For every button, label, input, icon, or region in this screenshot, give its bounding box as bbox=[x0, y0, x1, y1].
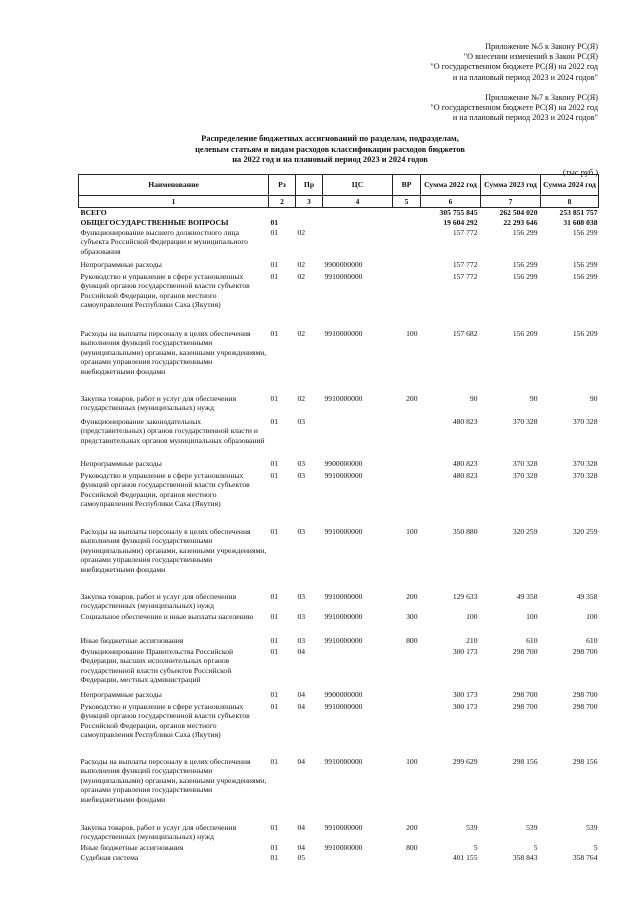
cell-pr bbox=[296, 208, 323, 218]
cell-pr: 03 bbox=[297, 635, 306, 645]
cell-sum-2024: 539 bbox=[586, 822, 598, 832]
cell-sum-2022: 350 880 bbox=[452, 526, 478, 536]
cell-cs: 9900000000 bbox=[324, 259, 363, 269]
cell-rz: 01 bbox=[270, 756, 279, 766]
cell-rz: 01 bbox=[270, 458, 279, 468]
cell-vr: 100 bbox=[406, 756, 418, 766]
cell-sum-2022: 129 633 bbox=[452, 591, 478, 601]
cell-sum-2022: 480 823 bbox=[452, 458, 478, 468]
cell-cs bbox=[323, 417, 393, 459]
cell-sum-2022: 300 173 bbox=[452, 646, 478, 656]
cell-name: Руководство и управление в сфере установленных функций органов государственной власти субъектов Российской Федерации, органов местного самоуправления Республики Саха (Якутия) bbox=[80, 470, 250, 509]
cell-sum-2024: 370 328 bbox=[572, 416, 598, 426]
cell-pr bbox=[296, 218, 323, 228]
cell-vr bbox=[393, 208, 421, 218]
cell-sum-2024: 253 851 757 bbox=[559, 208, 598, 218]
col-header-sum-2023: Сумма 2023 год bbox=[481, 175, 541, 196]
cell-vr bbox=[393, 417, 421, 459]
cell-pr: 02 bbox=[297, 227, 306, 237]
cell-rz: 01 bbox=[270, 271, 279, 281]
cell-sum-2022: 401 155 bbox=[452, 852, 478, 862]
table-row bbox=[79, 272, 599, 329]
cell-vr: 800 bbox=[406, 635, 418, 645]
table-row bbox=[79, 228, 599, 260]
cell-sum-2024: 320 259 bbox=[572, 526, 598, 536]
cell-name: ОБЩЕГОСУДАРСТВЕННЫЕ ВОПРОСЫ bbox=[80, 217, 229, 227]
cell-cs bbox=[323, 218, 393, 228]
cell-name: Функционирование высшего должностного лица субъекта Российской Федерации и муниципального образования bbox=[80, 227, 248, 256]
cell-sum-2023: 539 bbox=[526, 822, 538, 832]
cell-pr: 03 bbox=[297, 416, 306, 426]
col-number: 8 bbox=[541, 196, 599, 208]
cell-name: ВСЕГО bbox=[80, 208, 107, 218]
cell-sum-2024: 610 bbox=[586, 635, 598, 645]
col-header-sum-2022: Сумма 2022 год bbox=[421, 175, 481, 196]
cell-pr: 02 bbox=[297, 393, 306, 403]
cell-sum-2023: 156 299 bbox=[512, 271, 538, 281]
header-line: "О государственном бюджете РС(Я) на 2022 год bbox=[430, 62, 598, 72]
cell-cs: 9910000000 bbox=[324, 756, 363, 766]
col-number: 5 bbox=[393, 196, 421, 208]
cell-sum-2022: 157 772 bbox=[452, 271, 478, 281]
cell-name: Закупка товаров, работ и услуг для обеспечения государственных (муниципальных) нужд bbox=[80, 822, 237, 842]
cell-pr: 04 bbox=[297, 842, 306, 852]
cell-cs bbox=[323, 853, 393, 863]
cell-name: Расходы на выплаты персоналу в целях обеспечения выполнения функций государственными (муниципальными) органами, казенными учреждениями, органами управления государственными внебюджетными фондами bbox=[80, 526, 267, 574]
cell-pr: 02 bbox=[297, 259, 306, 269]
cell-cs: 9910000000 bbox=[324, 271, 363, 281]
header-line: Приложение №7 к Закону РС(Я) bbox=[485, 93, 598, 102]
units-label: (тыс.руб.) bbox=[562, 168, 598, 177]
cell-rz: 01 bbox=[270, 393, 279, 403]
table-row bbox=[79, 260, 599, 272]
table-row bbox=[79, 823, 599, 843]
header-line: Приложение №5 к Закону РС(Я) bbox=[485, 42, 598, 51]
cell-vr: 200 bbox=[406, 822, 418, 832]
cell-rz: 01 bbox=[270, 227, 279, 237]
cell-vr: 300 bbox=[406, 611, 418, 621]
col-number: 3 bbox=[296, 196, 323, 208]
table-row bbox=[79, 218, 599, 228]
cell-sum-2024: 358 764 bbox=[572, 852, 598, 862]
cell-rz: 01 bbox=[270, 526, 279, 536]
cell-pr: 02 bbox=[297, 271, 306, 281]
cell-sum-2022: 300 173 bbox=[452, 701, 478, 711]
cell-name: Закупка товаров, работ и услуг для обеспечения государственных (муниципальных) нужд bbox=[80, 591, 237, 611]
cell-sum-2022: 480 823 bbox=[452, 470, 478, 480]
cell-cs: 9910000000 bbox=[324, 842, 363, 852]
table-number-row bbox=[79, 196, 599, 208]
cell-rz: 01 bbox=[270, 689, 279, 699]
col-header-vr: ВР bbox=[393, 175, 421, 196]
cell-pr: 04 bbox=[297, 646, 306, 656]
cell-name: Руководство и управление в сфере установленных функций органов государственной власти субъектов Российской Федерации, органов местного самоуправления Республики Саха (Якутия) bbox=[80, 271, 250, 310]
cell-name: Закупка товаров, работ и услуг для обеспечения государственных (муниципальных) нужд bbox=[80, 393, 237, 413]
cell-name: Функционирование законодательных (представительных) органов государственной власти и представительных органов муниципальных образований bbox=[80, 416, 265, 445]
table-row bbox=[79, 208, 599, 218]
cell-rz: 01 bbox=[270, 701, 279, 711]
cell-vr bbox=[393, 228, 421, 260]
cell-rz: 01 bbox=[270, 591, 279, 601]
cell-sum-2024: 156 299 bbox=[572, 227, 598, 237]
col-number: 1 bbox=[79, 196, 269, 208]
table-row bbox=[79, 843, 599, 853]
cell-cs: 9900000000 bbox=[324, 689, 363, 699]
table-row bbox=[79, 329, 599, 394]
cell-name: Социальное обеспечение и иные выплаты населению bbox=[80, 611, 254, 621]
cell-sum-2022: 100 bbox=[466, 611, 478, 621]
cell-sum-2023: 100 bbox=[526, 611, 538, 621]
cell-sum-2024: 49 358 bbox=[576, 591, 598, 601]
table-body bbox=[79, 208, 599, 863]
cell-pr: 03 bbox=[297, 611, 306, 621]
cell-cs: 9910000000 bbox=[324, 591, 363, 601]
cell-vr bbox=[393, 690, 421, 702]
table-row bbox=[79, 853, 599, 863]
cell-sum-2024: 5 bbox=[593, 842, 598, 852]
cell-sum-2023: 370 328 bbox=[512, 470, 538, 480]
cell-sum-2024: 31 608 038 bbox=[563, 217, 598, 227]
cell-pr: 04 bbox=[297, 689, 306, 699]
cell-cs bbox=[323, 647, 393, 690]
cell-sum-2024: 298 700 bbox=[572, 701, 598, 711]
cell-vr: 100 bbox=[406, 526, 418, 536]
cell-sum-2024: 156 209 bbox=[572, 328, 598, 338]
cell-sum-2022: 157 772 bbox=[452, 259, 478, 269]
cell-rz: 01 bbox=[270, 416, 279, 426]
col-number: 6 bbox=[421, 196, 481, 208]
table-row bbox=[79, 612, 599, 636]
cell-sum-2023: 298 700 bbox=[512, 701, 538, 711]
cell-sum-2023: 90 bbox=[529, 393, 538, 403]
document-title bbox=[150, 134, 510, 166]
title-line: целевым статьям и видам расходов классификации расходов бюджетов bbox=[195, 144, 465, 154]
col-header-pr: Пр bbox=[296, 175, 323, 196]
cell-vr bbox=[393, 853, 421, 863]
cell-sum-2023: 298 156 bbox=[512, 756, 538, 766]
cell-vr bbox=[393, 272, 421, 329]
header-line: "О государственном бюджете РС(Я) на 2022 год bbox=[430, 103, 598, 113]
cell-vr bbox=[393, 260, 421, 272]
table-row bbox=[79, 592, 599, 612]
cell-sum-2023: 320 259 bbox=[512, 526, 538, 536]
cell-sum-2023: 156 299 bbox=[512, 259, 538, 269]
cell-sum-2023: 49 358 bbox=[516, 591, 538, 601]
cell-sum-2023: 5 bbox=[533, 842, 538, 852]
col-number: 7 bbox=[481, 196, 541, 208]
cell-cs: 9910000000 bbox=[324, 393, 363, 403]
title-line: Распределение бюджетных ассигнований по разделам, подразделам, bbox=[201, 134, 459, 143]
cell-vr: 200 bbox=[406, 393, 418, 403]
cell-sum-2022: 539 bbox=[466, 822, 478, 832]
cell-pr: 02 bbox=[297, 328, 306, 338]
cell-sum-2023: 156 209 bbox=[512, 328, 538, 338]
cell-vr bbox=[393, 218, 421, 228]
cell-sum-2022: 305 755 845 bbox=[439, 208, 478, 218]
cell-sum-2024: 298 700 bbox=[572, 646, 598, 656]
header-line: "О внесении изменений в Закон РС(Я) bbox=[463, 52, 598, 62]
cell-sum-2022: 300 173 bbox=[452, 689, 478, 699]
cell-cs: 9910000000 bbox=[324, 526, 363, 536]
cell-rz: 01 bbox=[270, 646, 279, 656]
cell-cs bbox=[323, 208, 393, 218]
cell-rz: 01 bbox=[270, 852, 279, 862]
cell-cs: 9900000000 bbox=[324, 458, 363, 468]
cell-pr: 04 bbox=[297, 701, 306, 711]
cell-name: Расходы на выплаты персоналу в целях обеспечения выполнения функций государственными (муниципальными) органами, казенными учреждениями, органами управления государственными внебюджетными фондами bbox=[80, 328, 267, 376]
cell-name: Иные бюджетные ассигнования bbox=[80, 635, 184, 645]
table-row bbox=[79, 459, 599, 471]
table-row bbox=[79, 702, 599, 757]
cell-rz: 01 bbox=[270, 217, 279, 227]
cell-vr bbox=[393, 702, 421, 757]
table-row bbox=[79, 471, 599, 527]
cell-pr: 05 bbox=[297, 852, 306, 862]
appendix-5-header bbox=[430, 42, 598, 83]
cell-sum-2024: 298 156 bbox=[572, 756, 598, 766]
cell-sum-2022: 157 682 bbox=[452, 328, 478, 338]
cell-pr: 03 bbox=[297, 458, 306, 468]
cell-vr bbox=[393, 471, 421, 527]
cell-vr: 800 bbox=[406, 842, 418, 852]
cell-sum-2023: 370 328 bbox=[512, 416, 538, 426]
cell-vr bbox=[393, 459, 421, 471]
cell-pr: 03 bbox=[297, 526, 306, 536]
cell-sum-2022: 299 629 bbox=[452, 756, 478, 766]
cell-sum-2022: 19 604 292 bbox=[443, 217, 478, 227]
cell-name: Непрограммные расходы bbox=[80, 689, 162, 699]
table-row bbox=[79, 647, 599, 690]
cell-cs: 9910000000 bbox=[324, 328, 363, 338]
cell-name: Иные бюджетные ассигнования bbox=[80, 842, 184, 852]
cell-pr: 03 bbox=[297, 591, 306, 601]
header-line: и на плановый период 2023 и 2024 годов" bbox=[452, 113, 598, 123]
cell-sum-2022: 157 772 bbox=[452, 227, 478, 237]
cell-cs: 9910000000 bbox=[324, 635, 363, 645]
cell-sum-2024: 370 328 bbox=[572, 458, 598, 468]
cell-sum-2023: 156 299 bbox=[512, 227, 538, 237]
cell-sum-2023: 262 504 020 bbox=[499, 208, 538, 218]
cell-sum-2023: 370 328 bbox=[512, 458, 538, 468]
cell-pr: 04 bbox=[297, 756, 306, 766]
table-row bbox=[79, 636, 599, 647]
budget-table bbox=[78, 174, 599, 863]
cell-name: Непрограммные расходы bbox=[80, 259, 162, 269]
table-row bbox=[79, 690, 599, 702]
cell-vr bbox=[393, 647, 421, 690]
cell-cs: 9910000000 bbox=[324, 701, 363, 711]
cell-name: Руководство и управление в сфере установленных функций органов государственной власти субъектов Российской Федерации, органов местного самоуправления Республики Саха (Якутия) bbox=[80, 701, 250, 740]
table-row bbox=[79, 757, 599, 823]
cell-sum-2023: 22 293 646 bbox=[503, 217, 538, 227]
cell-name: Функционирование Правительства Российской Федерации, высших исполнительных органов государственной власти субъектов Российской Федерации, местных администраций bbox=[80, 646, 234, 685]
col-header-rz: Рз bbox=[269, 175, 296, 196]
cell-rz: 01 bbox=[270, 822, 279, 832]
cell-sum-2023: 298 700 bbox=[512, 689, 538, 699]
cell-cs: 9910000000 bbox=[324, 470, 363, 480]
cell-rz: 01 bbox=[270, 611, 279, 621]
cell-pr: 03 bbox=[297, 470, 306, 480]
appendix-7-header bbox=[430, 93, 598, 124]
cell-sum-2023: 610 bbox=[526, 635, 538, 645]
table-header-row bbox=[79, 175, 599, 196]
cell-name: Расходы на выплаты персоналу в целях обеспечения выполнения функций государственными (муниципальными) органами, казенными учреждениями, органами управления государственными внебюджетными фондами bbox=[80, 756, 267, 804]
col-header-name: Наименование bbox=[79, 175, 269, 196]
cell-rz: 01 bbox=[270, 635, 279, 645]
cell-sum-2022: 480 823 bbox=[452, 416, 478, 426]
cell-pr: 04 bbox=[297, 822, 306, 832]
cell-sum-2024: 156 299 bbox=[572, 271, 598, 281]
col-header-cs: ЦС bbox=[323, 175, 393, 196]
table-row bbox=[79, 527, 599, 592]
cell-sum-2024: 370 328 bbox=[572, 470, 598, 480]
title-line: на 2022 год и на плановый период 2023 и 2024 годов bbox=[232, 155, 428, 165]
table-row bbox=[79, 394, 599, 417]
cell-rz bbox=[269, 208, 296, 218]
cell-sum-2024: 156 299 bbox=[572, 259, 598, 269]
cell-sum-2023: 358 843 bbox=[512, 852, 538, 862]
cell-sum-2024: 298 700 bbox=[572, 689, 598, 699]
header-line: и на плановый период 2023 и 2024 годов" bbox=[452, 72, 598, 82]
cell-name: Судебная система bbox=[80, 852, 139, 862]
cell-vr: 100 bbox=[406, 328, 418, 338]
cell-cs: 9910000000 bbox=[324, 611, 363, 621]
cell-rz: 01 bbox=[270, 842, 279, 852]
cell-rz: 01 bbox=[270, 470, 279, 480]
col-header-sum-2024: Сумма 2024 год bbox=[541, 175, 599, 196]
cell-rz: 01 bbox=[270, 328, 279, 338]
cell-sum-2022: 90 bbox=[469, 393, 478, 403]
cell-cs: 9910000000 bbox=[324, 822, 363, 832]
col-number: 2 bbox=[269, 196, 296, 208]
cell-rz: 01 bbox=[270, 259, 279, 269]
cell-sum-2022: 5 bbox=[473, 842, 478, 852]
col-number: 4 bbox=[323, 196, 393, 208]
cell-sum-2024: 100 bbox=[586, 611, 598, 621]
cell-vr: 200 bbox=[406, 591, 418, 601]
cell-name: Непрограммные расходы bbox=[80, 458, 162, 468]
cell-sum-2024: 90 bbox=[589, 393, 598, 403]
cell-sum-2022: 210 bbox=[466, 635, 478, 645]
cell-sum-2023: 298 700 bbox=[512, 646, 538, 656]
table-row bbox=[79, 417, 599, 459]
cell-cs bbox=[323, 228, 393, 260]
